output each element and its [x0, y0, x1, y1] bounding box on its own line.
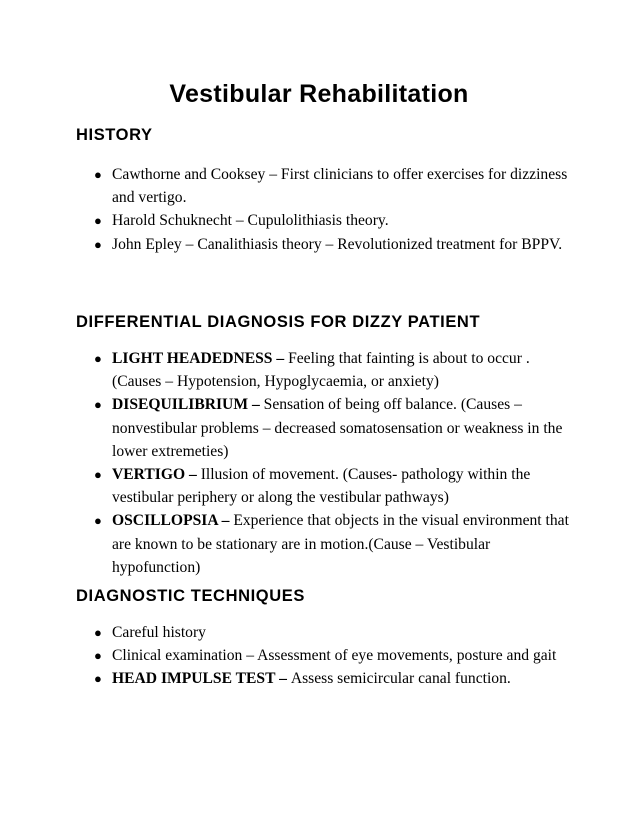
bullet-icon: ● — [94, 167, 102, 182]
document-title: Vestibular Rehabilitation — [169, 80, 469, 108]
bullet-icon: ● — [94, 625, 102, 640]
list-item-text: Sensation of being off balance. (Causes – nonvestibular problems – decreased somatosensation or weakness in the lower extremeties) — [112, 396, 563, 460]
section-heading-differential-diagnosis: DIFFERENTIAL DIAGNOSIS FOR DIZZY PATIENT — [76, 313, 481, 331]
list-item-text: Experience that objects in the visual environment that are known to be stationary are in motion.(Cause – Vestibular hypofunction) — [112, 512, 569, 576]
list-item — [0, 233, 638, 256]
differential-diagnosis-list — [0, 347, 638, 579]
bullet-icon: ● — [94, 397, 102, 413]
list-item-term: VERTIGO – — [112, 466, 201, 484]
list-item — [0, 347, 638, 393]
list-item-text: Illusion of movement. (Causes- pathology within the vestibular periphery or along the vestibular pathways) — [112, 466, 531, 507]
section-heading-history: HISTORY — [76, 126, 153, 144]
list-item — [0, 667, 638, 690]
bullet-icon: ● — [94, 236, 102, 252]
bullet-icon: ● — [94, 467, 102, 483]
list-item-term: DISEQUILIBRIUM – — [112, 396, 264, 414]
history-list — [0, 163, 638, 256]
diagnostic-techniques-list — [0, 621, 638, 691]
bullet-icon: ● — [94, 213, 102, 229]
list-item — [0, 393, 638, 463]
list-item — [0, 509, 638, 579]
list-item — [0, 163, 638, 209]
section-heading-diagnostic-techniques: DIAGNOSTIC TECHNIQUES — [76, 587, 305, 605]
bullet-icon: ● — [94, 671, 102, 687]
list-item-term: HEAD IMPULSE TEST – — [112, 670, 291, 688]
list-item — [0, 209, 638, 232]
list-item-text: Clinical examination – Assessment of eye movements, posture and gait — [112, 647, 557, 665]
list-item-term: LIGHT HEADEDNESS – — [112, 350, 289, 367]
bullet-icon: ● — [94, 513, 102, 529]
list-item — [0, 621, 638, 644]
bullet-icon: ● — [94, 648, 102, 664]
list-item-text: Careful history — [112, 624, 206, 641]
list-item-text: Harold Schuknecht – Cupulolithiasis theory. — [112, 212, 389, 230]
list-item — [0, 463, 638, 509]
list-item-text: Cawthorne and Cooksey – First clinicians to offer exercises for dizziness and vertigo. — [112, 166, 568, 207]
list-item-text: Assess semicircular canal function. — [290, 670, 511, 688]
list-item-term: OSCILLOPSIA – — [112, 512, 234, 530]
bullet-icon: ● — [94, 351, 102, 366]
list-item-text: John Epley – Canalithiasis theory – Revolutionized treatment for BPPV. — [112, 235, 563, 253]
list-item-text: Feeling that fainting is about to occur .(Causes – Hypotension, Hypoglycaemia, or anxiety) — [112, 350, 530, 391]
list-item — [0, 644, 638, 667]
